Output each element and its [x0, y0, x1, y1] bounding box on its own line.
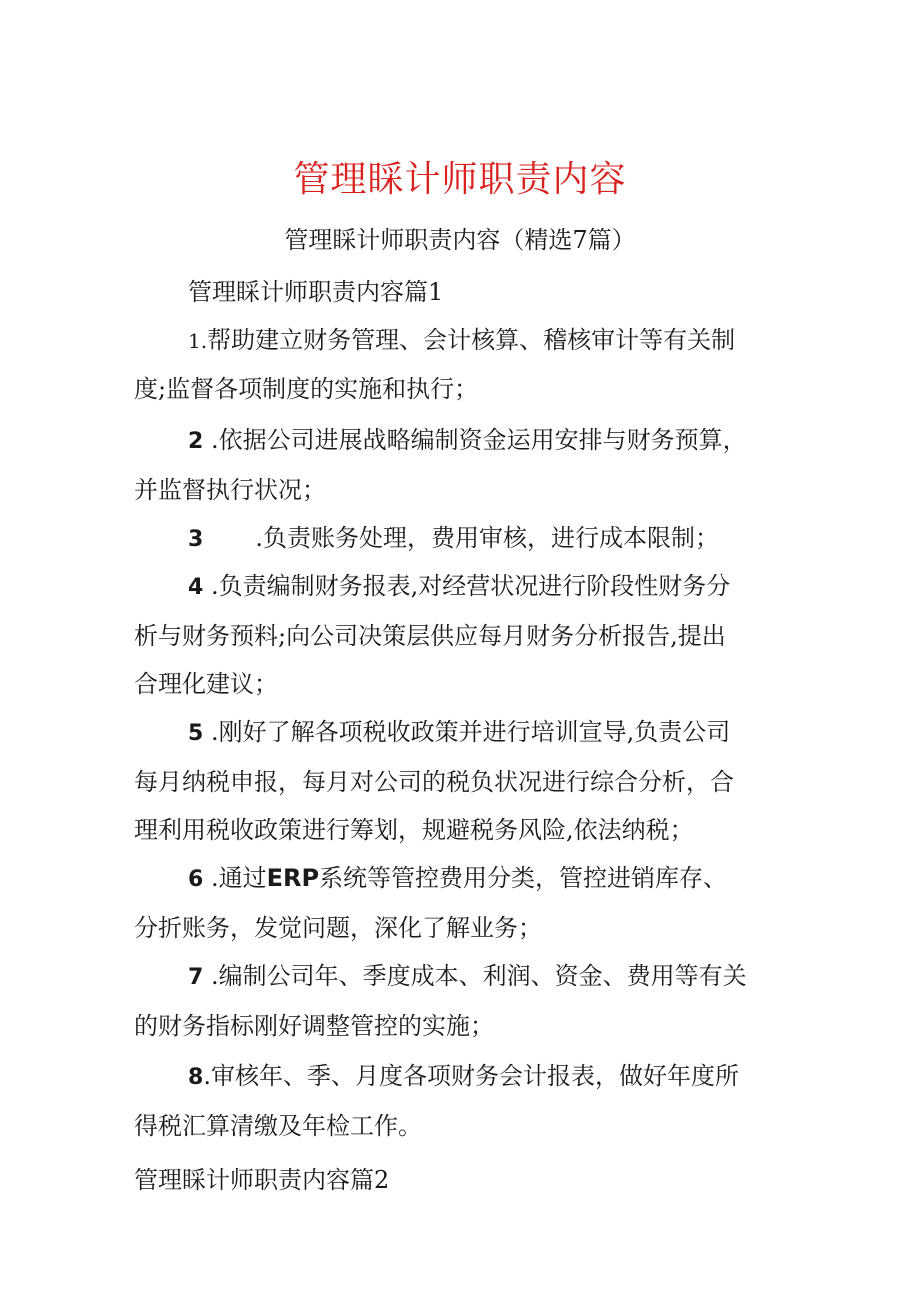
section-heading-2: 管理睬计师职责内容篇2 [134, 1166, 390, 1194]
item-number: 5 [188, 721, 204, 746]
item-text: 帮助建立财务管理、会计核算、稽核审计等有关制 [207, 326, 736, 354]
item-text: .编制公司年、季度成本、利润、资金、费用等有关 [210, 962, 747, 990]
item-text: 并监督执行状况； [134, 476, 326, 504]
list-item-1 [134, 316, 794, 413]
list-item-5 [134, 708, 794, 854]
list-item-4 [134, 562, 794, 708]
item-text: 分折账务，发觉问题，深化了解业务； [134, 914, 542, 942]
list-item-6 [134, 854, 794, 952]
item-text: 系统等管控费用分类，管控进销库存、 [319, 864, 728, 892]
item-text: .负责账务处理，费用审核，进行成本限制； [255, 524, 719, 552]
item-text: .审核年、季、月度各项财务会计报表，做好年度所 [203, 1062, 739, 1090]
item-text: 每月纳税申报，每月对公司的税负状况进行综合分析，合 [134, 768, 734, 796]
item-text: 理利用税收政策进行筹划，规避税务风险,依法纳税； [134, 816, 694, 844]
item-text: 度;监督各项制度的实施和执行； [134, 375, 479, 403]
item-number: 4 [188, 575, 204, 600]
item-number: 6 [188, 867, 204, 892]
section-heading-1: 管理睬计师职责内容篇1 [188, 278, 444, 306]
item-text-erp: ERP [266, 864, 320, 892]
list-item-7 [134, 952, 794, 1050]
item-text: 得税汇算清缴及年检工作。 [134, 1112, 422, 1140]
item-text: .刚好了解各项税收政策并进行培训宣导,负责公司 [210, 718, 731, 746]
item-number: 8 [188, 1065, 204, 1090]
item-number: 2 [188, 429, 204, 454]
list-item-2 [134, 416, 794, 514]
item-number: 1. [188, 329, 208, 353]
item-text: .负责编制财务报表,对经营状况进行阶段性财务分 [210, 572, 731, 600]
item-text: 合理化建议； [134, 670, 278, 698]
document-subtitle: 管理睬计师职责内容（精选7篇） [284, 226, 636, 254]
item-text: .依据公司进展战略编制资金运用安排与财务预算， [210, 426, 747, 454]
item-text: .通过 [210, 864, 267, 892]
list-item-3 [134, 514, 794, 564]
item-number: 7 [188, 965, 204, 990]
list-item-8 [134, 1052, 794, 1150]
item-number: 3 [188, 527, 204, 552]
document-title: 管理睬计师职责内容 [293, 159, 627, 200]
item-text: 的财务指标刚好调整管控的实施； [134, 1012, 494, 1040]
item-text: 析与财务预料;向公司决策层供应每月财务分析报告,提出 [134, 622, 726, 650]
